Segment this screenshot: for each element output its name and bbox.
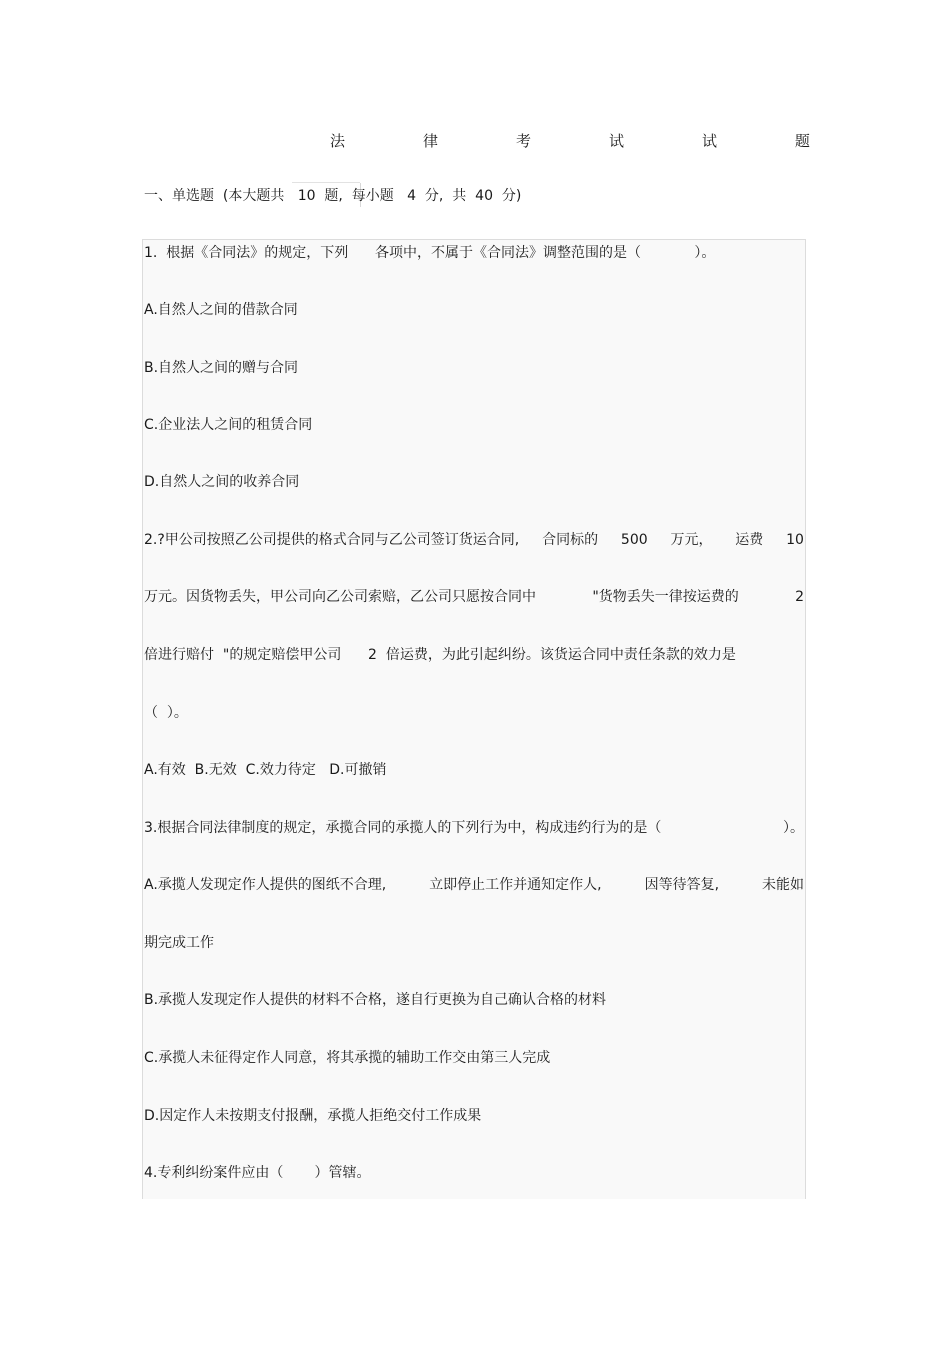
text-segment: ）。 — [783, 820, 804, 836]
question-2-stem-line-1 — [144, 530, 804, 550]
heading-box-edge — [292, 182, 360, 183]
question-3-option-b: B.承揽人发现定作人提供的材料不合格，遂自行更换为自己确认合格的材料 — [144, 992, 607, 1008]
text-segment: 合同标的 — [542, 532, 599, 548]
question-3-option-c: C.承揽人未征得定作人同意，将其承揽的辅助工作交由第三人完成 — [144, 1050, 551, 1066]
text-segment: 立即停止工作并通知定作人, — [429, 877, 602, 893]
question-4-stem: 4.专利纠纷案件应由（ ）管辖。 — [144, 1165, 371, 1181]
question-2-stem-line-2 — [144, 587, 804, 607]
question-2-stem-line-3: 倍进行赔付 "的规定赔偿甲公司 2 倍运费，为此引起纠纷。该货运合同中责任条款的效力是 — [144, 647, 736, 663]
question-3-option-a-line-1 — [144, 875, 804, 895]
question-1-option-a: A.自然人之间的借款合同 — [144, 302, 298, 318]
question-2-options: A.有效 B.无效 C.效力待定 D.可撤销 — [144, 762, 387, 778]
question-1-option-b: B.自然人之间的赠与合同 — [144, 360, 299, 376]
question-1-option-c: C.企业法人之间的租赁合同 — [144, 417, 313, 433]
title-char: 试 — [608, 132, 624, 150]
title-char: 题 — [794, 132, 810, 150]
title-char: 考 — [515, 132, 531, 150]
text-segment: 因等待答复, — [644, 877, 720, 893]
text-segment: "货物丢失一律按运费的 — [592, 589, 739, 605]
text-segment: 10 — [786, 532, 804, 548]
text-segment: 万元。因货物丢失，甲公司向乙公司索赔，乙公司只愿按合同中 — [144, 589, 536, 605]
text-segment: A.承揽人发现定作人提供的图纸不合理, — [144, 877, 387, 893]
title-char: 律 — [422, 132, 438, 150]
question-1-stem: 1. 根据《合同法》的规定，下列 各项中，不属于《合同法》调整范围的是（ ）。 — [144, 245, 716, 261]
text-segment: 运费 — [735, 532, 764, 548]
title-char: 法 — [330, 132, 346, 150]
question-3-option-a-line-2: 期完成工作 — [144, 935, 214, 951]
text-segment: 万元， — [670, 532, 713, 548]
section-heading: 一、单选题 (本大题共 10 题, 每小题 4 分, 共 40 分) — [144, 188, 522, 204]
text-segment: 500 — [620, 532, 648, 548]
title-char: 试 — [701, 132, 717, 150]
text-segment: 3.根据合同法律制度的规定，承揽合同的承揽人的下列行为中，构成违约行为的是（ — [144, 820, 662, 836]
document-title — [330, 131, 810, 151]
question-3-option-d: D.因定作人未按期支付报酬，承揽人拒绝交付工作成果 — [144, 1108, 482, 1124]
question-2-stem-line-4: （ ）。 — [144, 705, 188, 721]
question-3-stem — [144, 818, 804, 838]
text-segment: 2 — [795, 589, 804, 605]
question-1-option-d: D.自然人之间的收养合同 — [144, 474, 300, 490]
text-segment: 未能如 — [762, 877, 804, 893]
text-segment: 2.?甲公司按照乙公司提供的格式合同与乙公司签订货运合同, — [144, 532, 520, 548]
